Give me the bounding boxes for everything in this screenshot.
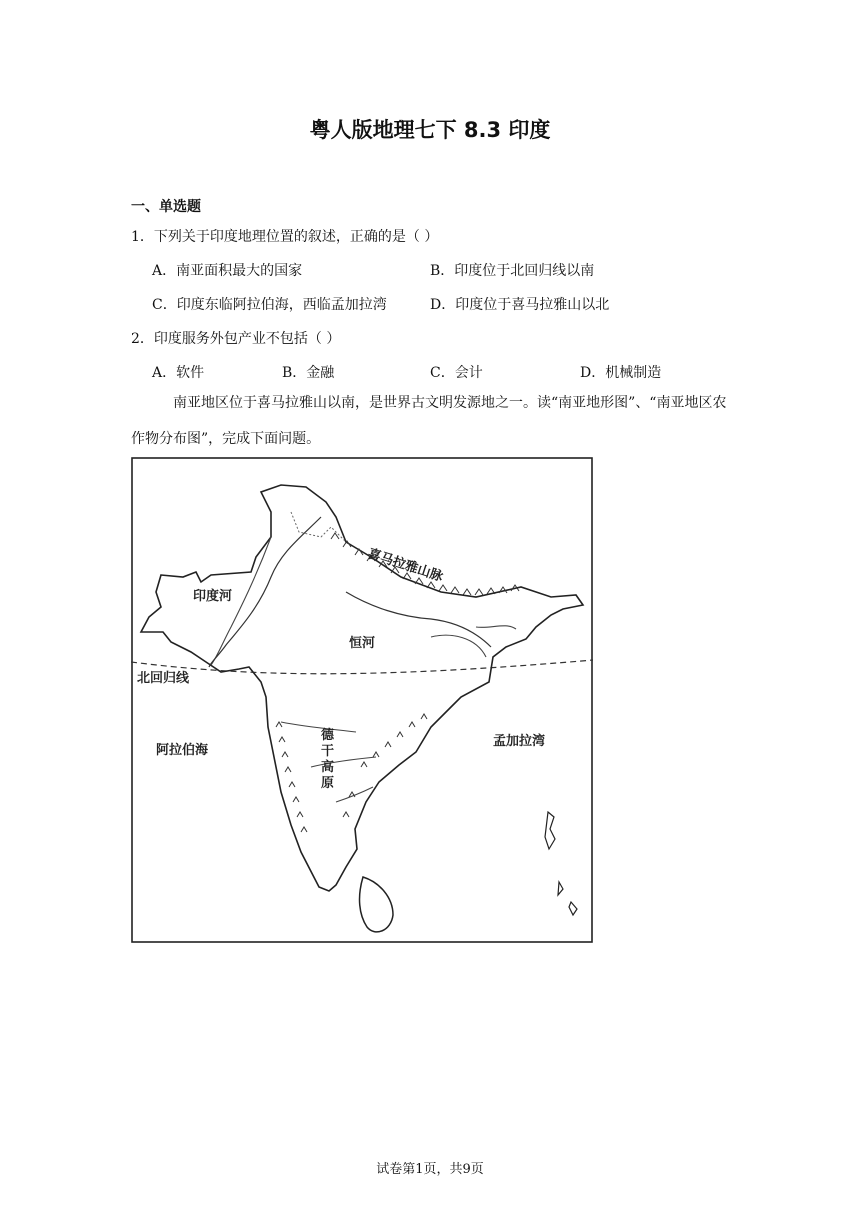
question-2-option-c: C．会计 [430, 365, 483, 381]
page-footer: 试卷第1页，共9页 [376, 1162, 484, 1177]
label-deccan-4: 原 [321, 776, 335, 791]
reading-paragraph: 南亚地区位于喜马拉雅山以南，是世界古文明发源地之一。读“南亚地形图”、“南亚地区农作物分布图”，完成下面问题。 [131, 395, 727, 447]
south-asia-terrain-map [131, 457, 593, 943]
label-indus-river: 印度河 [193, 589, 233, 604]
map-frame [132, 458, 592, 942]
label-bay-of-bengal: 孟加拉湾 [493, 734, 546, 749]
question-2-stem: 2．印度服务外包产业不包括（ ） [131, 331, 341, 347]
label-deccan-3: 高 [321, 760, 335, 775]
label-ganges-river: 恒河 [349, 636, 376, 651]
section-heading: 一、单选题 [131, 199, 201, 215]
label-arabian-sea: 阿拉伯海 [156, 743, 209, 758]
question-2-option-d: D．机械制造 [580, 365, 662, 381]
question-2-option-a: A．软件 [152, 365, 205, 381]
label-deccan-1: 德 [321, 728, 335, 743]
document-title: 粤人版地理七下 8.3 印度 [309, 118, 551, 142]
question-1-option-a: A．南亚面积最大的国家 [152, 263, 303, 279]
question-2-option-b: B．金融 [282, 365, 335, 381]
question-1-option-b: B．印度位于北回归线以南 [430, 263, 595, 279]
question-1-stem: 1．下列关于印度地理位置的叙述，正确的是（ ） [131, 229, 439, 245]
question-1-option-c: C．印度东临阿拉伯海，西临孟加拉湾 [152, 297, 387, 313]
label-himalaya: 喜马拉雅山脉 [365, 546, 445, 585]
question-1-option-d: D．印度位于喜马拉雅山以北 [430, 297, 610, 313]
label-deccan-2: 干 [321, 744, 335, 759]
label-tropic-of-cancer: 北回归线 [137, 671, 190, 686]
